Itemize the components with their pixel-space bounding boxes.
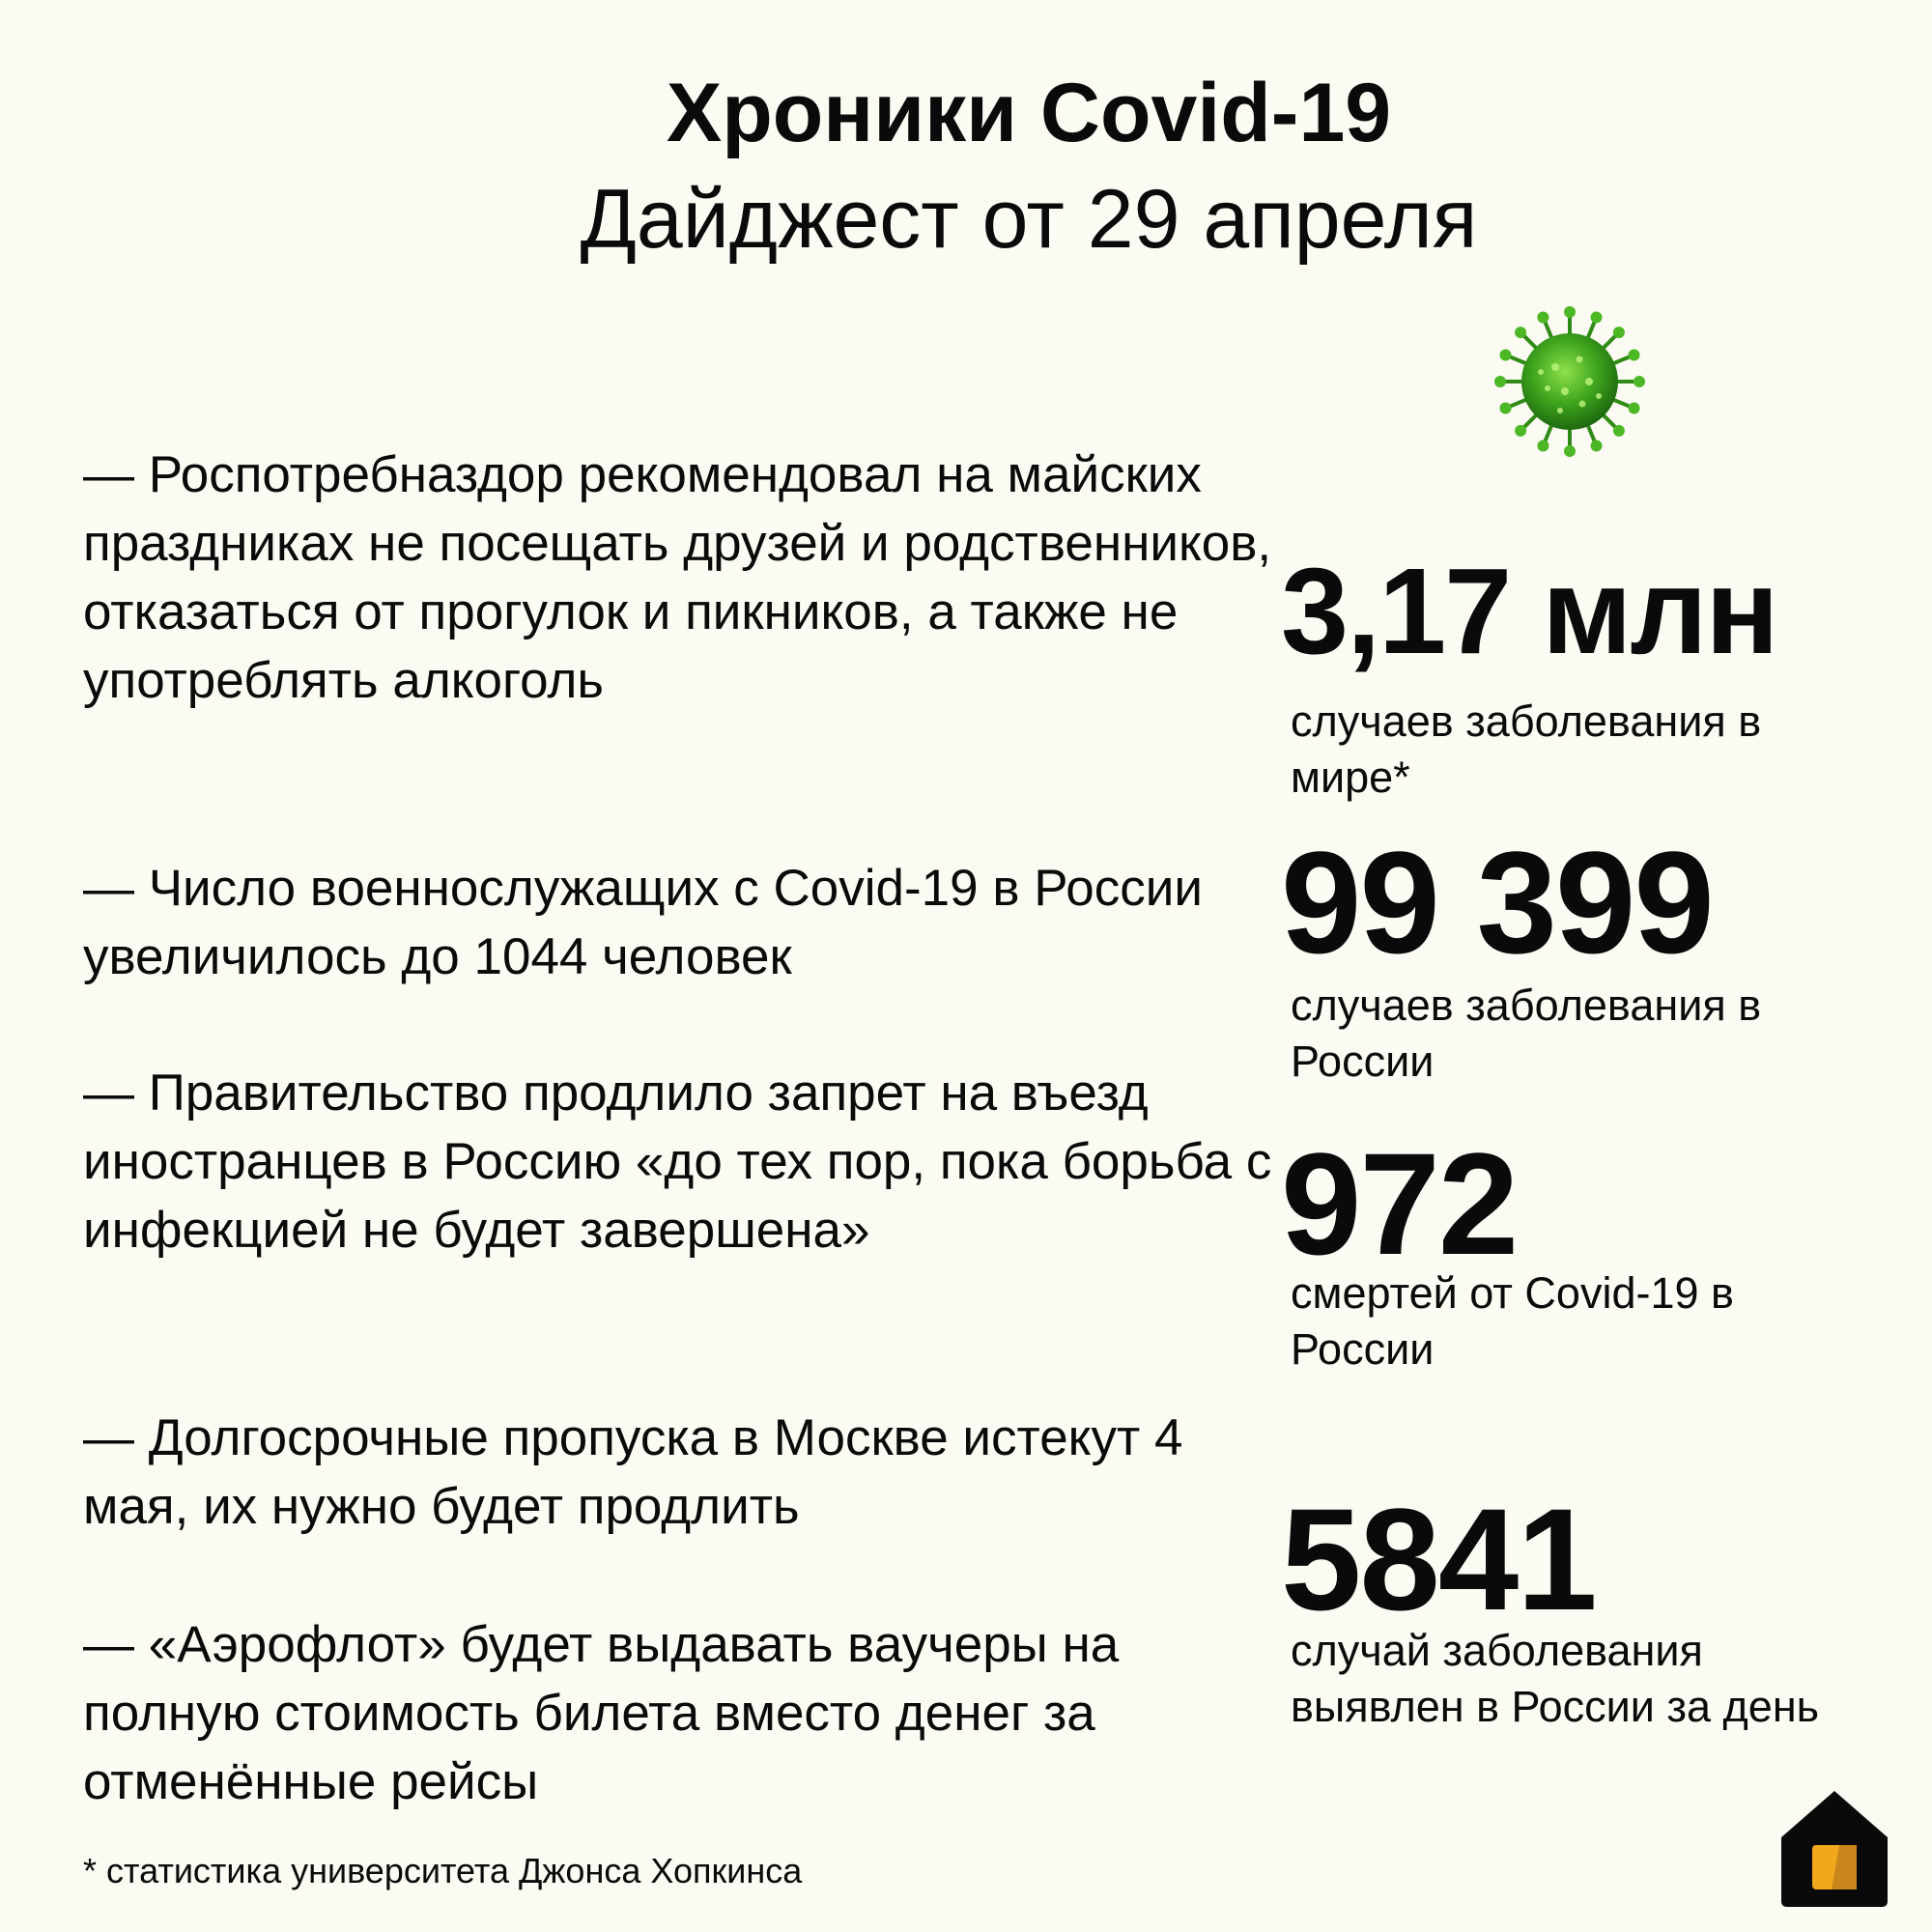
footnote: * статистика университета Джонса Хопкинса: [83, 1851, 803, 1890]
news-item-3: — Правительство продлило запрет на въезд иностранцев в Россию «до тех пор, пока борьба с инфекцией не будет завершена»: [83, 1065, 1272, 1259]
stat-daily-cases-label: случай заболевания выявлен в России за день: [1291, 1626, 1820, 1731]
stat-russia-cases-label: случаев заболевания в России: [1291, 980, 1762, 1086]
stat-world-cases-label: случаев заболевания в мире*: [1291, 696, 1762, 802]
house-logo-icon: [1777, 1787, 1891, 1909]
stat-daily-cases-value: 5841: [1281, 1478, 1596, 1640]
news-item-1: — Роспотребназдор рекомендовал на майских праздниках не посещать друзей и родственников, отказаться от прогулок и пикников, а также не употреблять алкоголь: [83, 446, 1272, 709]
page-title: Хроники Covid-19: [666, 67, 1392, 159]
header: [0, 60, 1932, 272]
stat-russia-deaths-label: смертей от Covid-19 в России: [1291, 1268, 1734, 1374]
news-item-2: — Число военнослужащих с Covid-19 в России увеличилось до 1044 человек: [83, 860, 1203, 985]
coronavirus-icon: [1488, 299, 1652, 464]
news-item-4: — Долгосрочные пропуска в Москве истекут 4 мая, их нужно будет продлить: [83, 1409, 1183, 1535]
stat-world-cases-value: 3,17 млн: [1281, 543, 1777, 679]
stat-russia-cases-value: 99 399: [1281, 821, 1713, 983]
news-item-5: — «Аэрофлот» будет выдавать ваучеры на полную стоимость билета вместо денег за отменённые рейсы: [83, 1616, 1120, 1810]
stat-russia-deaths-value: 972: [1281, 1122, 1518, 1285]
page-subtitle: Дайджест от 29 апреля: [580, 173, 1478, 266]
